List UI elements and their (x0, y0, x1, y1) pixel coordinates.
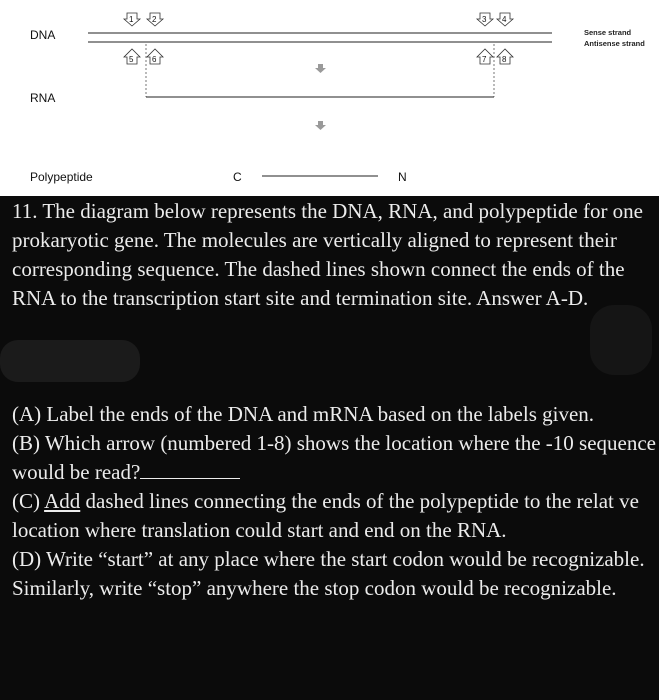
arrow-6-num: 6 (152, 55, 157, 64)
arrow-7 (477, 49, 493, 64)
polypeptide-n-terminus: N (398, 170, 407, 184)
redaction-scribble-left (0, 340, 140, 382)
part-c-rest: dashed lines connecting the ends of the polypeptide to the relat ve location where translation could start and end on the RNA. (12, 489, 639, 542)
rna-to-polypeptide-arrow (315, 121, 326, 130)
arrow-1-num: 1 (129, 15, 134, 24)
dna-label: DNA (30, 28, 56, 42)
rna-label: RNA (30, 91, 56, 105)
answer-blank[interactable] (140, 460, 240, 479)
antisense-strand-label: Antisense strand (584, 39, 645, 48)
part-a: (A) Label the ends of the DNA and mRNA based on the labels given. (12, 402, 595, 426)
part-b-text: (B) Which arrow (numbered 1-8) shows the location where the -10 sequence would be read? (12, 431, 656, 484)
part-d: (D) Write “start” at any place where the start codon would be recognizable. Similarly, write “stop” anywhere the stop codon would be recognizable. (12, 547, 645, 600)
arrow-4 (497, 13, 513, 26)
arrow-2-num: 2 (152, 15, 157, 24)
part-c-add-word: Add (44, 489, 81, 513)
arrow-4-num: 4 (502, 15, 507, 24)
dna-to-rna-arrow (315, 64, 326, 73)
part-c-prefix: (C) (12, 489, 45, 513)
polypeptide-c-terminus: C (233, 170, 242, 184)
question-parts (12, 400, 657, 603)
arrow-3 (477, 13, 493, 26)
arrow-5 (124, 49, 140, 64)
question-stem-text: 11. The diagram below represents the DNA, RNA, and polypeptide for one prokaryotic gene. The molecules are vertically aligned to represent their corresponding sequence. The dashed lines shown connect the ends of the RNA to the transcription start site and termination site. Answer A-D. (12, 199, 644, 310)
part-b (12, 429, 657, 487)
redaction-scribble-right (590, 305, 652, 375)
arrow-6 (147, 49, 163, 64)
arrow-8-num: 8 (502, 55, 507, 64)
question-stem (12, 197, 652, 313)
part-c (12, 487, 657, 545)
arrow-8 (497, 49, 513, 64)
arrow-5-num: 5 (129, 55, 134, 64)
arrow-1 (124, 13, 140, 26)
diagram-svg (0, 0, 659, 196)
arrow-3-num: 3 (482, 15, 487, 24)
sense-strand-label: Sense strand (584, 28, 632, 37)
arrow-7-num: 7 (482, 55, 487, 64)
arrow-2 (147, 13, 163, 26)
polypeptide-label: Polypeptide (30, 170, 93, 184)
gene-diagram (0, 0, 659, 196)
